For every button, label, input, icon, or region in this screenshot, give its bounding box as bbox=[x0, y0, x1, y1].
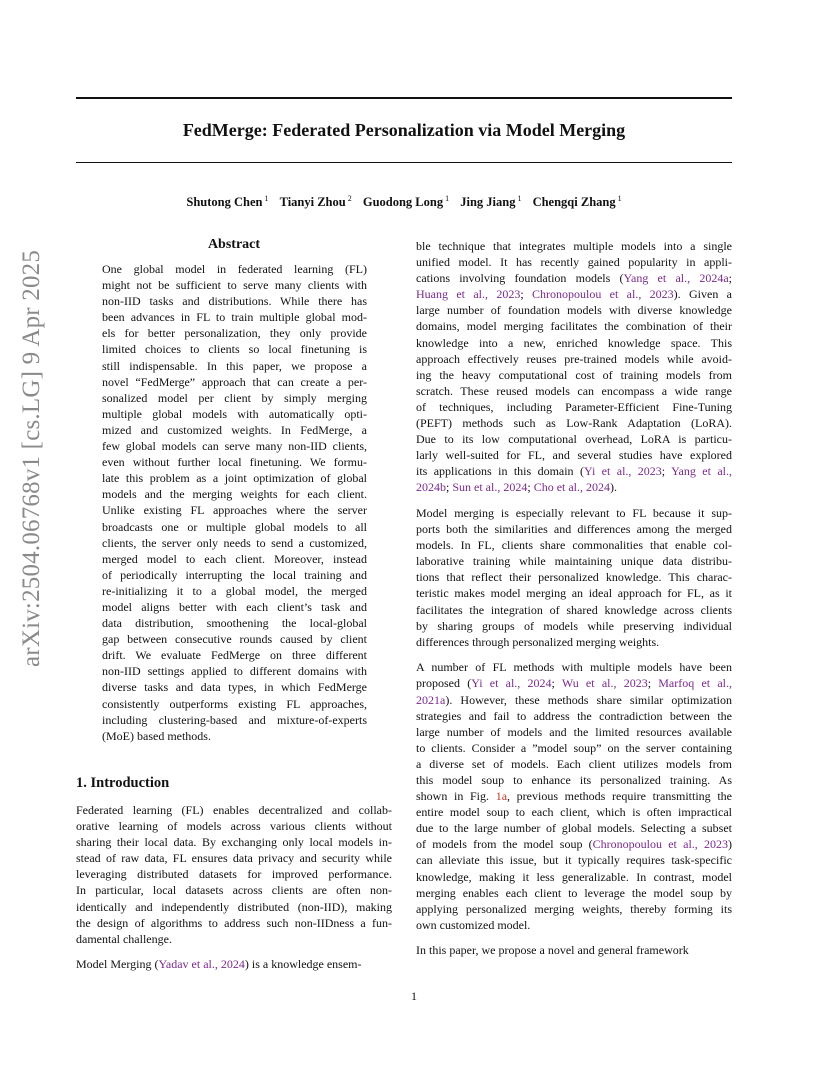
author: Chengqi Zhang $^1$ bbox=[532, 194, 622, 209]
text-line: including clustering-based and mixture-of-experts bbox=[102, 712, 367, 727]
text-line: sonalized model per client by simply merging bbox=[102, 390, 367, 405]
text-line: facilitates the integration of shared knowledge across clients bbox=[416, 602, 732, 617]
text-line: still indispensable. In this paper, we propose a bbox=[102, 358, 367, 373]
paragraph: Model Merging (Yadav et al., 2024) is a knowledge ensem- bbox=[76, 957, 362, 972]
abstract-heading: Abstract bbox=[207, 237, 261, 252]
arxiv-identifier: arXiv:2504.06768v1 [cs.LG] 9 Apr 2025 bbox=[18, 249, 45, 667]
author: Shutong Chen $^1$ bbox=[186, 194, 269, 209]
text-line: mized and customized weights. In FedMerge, a bbox=[102, 422, 367, 437]
author: Tianyi Zhou $^2$ bbox=[279, 194, 352, 209]
text-line: clients, the server only needs to send a customized, bbox=[102, 535, 367, 550]
text-line: data distribution, smoothening the local-global bbox=[102, 616, 367, 631]
abstract-body bbox=[102, 261, 367, 744]
text-line: One global model in federated learning (FL) bbox=[102, 262, 367, 276]
text-line: leveraging distributed datasets for improved performance. bbox=[76, 867, 392, 882]
text-line: stead of raw data, FL ensures data privacy and security while bbox=[76, 851, 392, 866]
text-line: identically and independently distributed (non-IID), making bbox=[76, 899, 392, 914]
title-rule-bottom bbox=[76, 162, 732, 163]
text-line: tions that reflect their personalized knowledge. This charac- bbox=[416, 570, 732, 585]
citation-link[interactable]: Wu et al., 2023 bbox=[561, 676, 648, 691]
citation-link[interactable]: Marfoq et al., bbox=[658, 676, 733, 691]
citation-link[interactable]: Yadav et al., 2024 bbox=[158, 957, 245, 972]
text-line: sharing their local data. By exchanging only local models in- bbox=[76, 835, 392, 850]
title-rule-top bbox=[76, 97, 732, 99]
paper-title: FedMerge: Federated Personalization via Model Merging bbox=[182, 120, 626, 140]
citation-link[interactable]: Yang et al., bbox=[671, 464, 732, 479]
text-line: been advances in FL to train multiple global mod- bbox=[102, 310, 367, 325]
text-line: few global models can serve many non-IID clients, bbox=[102, 439, 367, 454]
text-line: re-initializing it to a global model, the merged bbox=[102, 583, 367, 598]
paragraph bbox=[416, 505, 732, 650]
text-line: teristic makes model merging an ideal approach for FL, as it bbox=[416, 586, 732, 601]
paragraph: A number of FL methods with multiple models have been proposed (Yi et al., 2024; Wu et al., 2023; Marfoq et al., 2021a). However, these methods share similar optimization strategies and fail to address the contradiction between the large number of models and the limited resources available to clients. Consider a ”model soup” on the server containing a diverse set of models. Each client utilizes models from this model soup to enhance its personalized training. As shown in Fig. 1a, previous methods require transmitting the entire model soup to each client, which is often impractical due to the large number of global models. Selecting a subset of models from the model soup (Chronopoulou et al., 2023) can alleviate this issue, but it typically requires task-specific knowledge, making it less generalizable. In contrast, model merging enables each client to leverage the model soup by applying personalized merging weights, thereby forming its own customized model. bbox=[416, 660, 733, 932]
section-heading-introduction: 1. Introduction bbox=[76, 775, 170, 791]
text-line: (MoE) based methods. bbox=[102, 728, 211, 743]
text-line: diverse tasks and data types, in which FedMerge bbox=[102, 680, 367, 695]
text-line: by sharing groups of models while preserving individual bbox=[416, 618, 732, 633]
citation-link[interactable]: Chronopoulou et al., 2023 bbox=[592, 837, 729, 852]
text-line: novel “FedMerge” approach that can create a per- bbox=[102, 374, 367, 389]
text-line: drift. We evaluate FedMerge on three different bbox=[102, 648, 367, 663]
introduction-left-column bbox=[76, 802, 392, 982]
citation-link[interactable]: Sun et al., 2024 bbox=[452, 480, 528, 495]
author: Jing Jiang $^1$ bbox=[460, 194, 522, 209]
author: Guodong Long $^1$ bbox=[362, 194, 450, 209]
text-line: limited choices to clients so local finetuning is bbox=[102, 342, 367, 357]
text-line: damental challenge. bbox=[76, 931, 172, 946]
text-line: Federated learning (FL) enables decentralized and collab- bbox=[76, 803, 392, 817]
text-line: might not be sufficient to serve many clients with bbox=[102, 278, 367, 293]
text-line: In particular, local datasets across clients are often non- bbox=[76, 883, 392, 898]
citation-link[interactable]: 2021a bbox=[416, 692, 446, 707]
citation-link[interactable]: Cho et al., 2024 bbox=[533, 480, 611, 495]
author-list bbox=[76, 190, 732, 211]
paragraph bbox=[76, 802, 392, 947]
text-line: gap between consecutive rounds caused by client bbox=[102, 632, 367, 647]
text-line: non-IID tasks and distributions. While there has bbox=[102, 294, 367, 309]
text-line: merged model to each client. Moreover, instead bbox=[102, 551, 367, 566]
text-line: of periodically interrupting the local training and bbox=[102, 567, 367, 582]
text-line: even without further local finetuning. We formu- bbox=[102, 455, 367, 470]
citation-link[interactable]: Yi et al., 2023 bbox=[583, 464, 662, 479]
citation-link[interactable]: Yang et al., 2024a bbox=[623, 271, 729, 286]
text-line: consistently outperforms existing FL approaches, bbox=[102, 696, 367, 711]
text-line: laborative training while maintaining unique data distribu- bbox=[416, 554, 732, 569]
citation-link[interactable]: Huang et al., 2023 bbox=[416, 287, 521, 302]
page-number: 1 bbox=[411, 989, 417, 1003]
paragraph: In this paper, we propose a novel and general framework bbox=[416, 943, 689, 958]
citation-link[interactable]: Yi et al., 2024 bbox=[471, 676, 552, 691]
citation-link[interactable]: Chronopoulou et al., 2023 bbox=[532, 287, 674, 302]
text-line: non-IID settings applied to different domains with bbox=[102, 664, 367, 679]
text-line: models and the merging weights for each client. bbox=[102, 487, 367, 502]
text-line: Model merging is especially relevant to FL because it sup- bbox=[416, 506, 732, 520]
right-column bbox=[416, 238, 732, 968]
citation-link[interactable]: 2024b bbox=[416, 480, 446, 495]
paragraph: ble technique that integrates multiple models into a single unified model. It has recently gained popularity in appli- cations involving foundation models (Yang et al., 2024a; Huang et al., 2023; Chronopoulou et al., 2023). Given a large number of foundation models with diverse knowledge domains, model merging facilitates the combination of their knowledge into a new, enriched knowledge space. This approach effectively reuses pre-trained models while avoid- ing the heavy computational cost of training models from scratch. These reused models can encompass a wide range of techniques, including Parameter-Efficient Fine-Tuning (PEFT) methods such as Low-Rank Adaptation (LoRA). Due to its low computational overhead, LoRA is particu- larly well-suited for FL, and several studies have explored its applications in this domain (Yi et al., 2023; Yang et al., 2024b; Sun et al., 2024; Cho et al., 2024). bbox=[416, 239, 732, 495]
text-line: els for better personalization, they only provide bbox=[102, 326, 367, 341]
text-line: ports both the similarities and differences among the merged bbox=[416, 522, 732, 537]
text-line: multiple global models with automatically opti- bbox=[102, 406, 367, 421]
text-line: late this problem as a joint optimization of global bbox=[102, 471, 367, 486]
text-line: differences through personalized merging weights. bbox=[416, 634, 660, 649]
text-line: Unlike existing FL approaches where the server bbox=[102, 503, 367, 518]
text-line: the design of algorithms to address such non-IIDness a fun- bbox=[76, 915, 392, 930]
text-line: orative learning of models across various clients without bbox=[76, 819, 392, 834]
text-line: broadcasts one or multiple global models to all bbox=[102, 519, 367, 534]
text-line: model aligns better with each client’s task and bbox=[102, 599, 367, 614]
figure-reference-link[interactable]: 1a bbox=[495, 789, 508, 804]
text-line: models. In FL, clients share commonalities that enable col- bbox=[416, 538, 732, 553]
